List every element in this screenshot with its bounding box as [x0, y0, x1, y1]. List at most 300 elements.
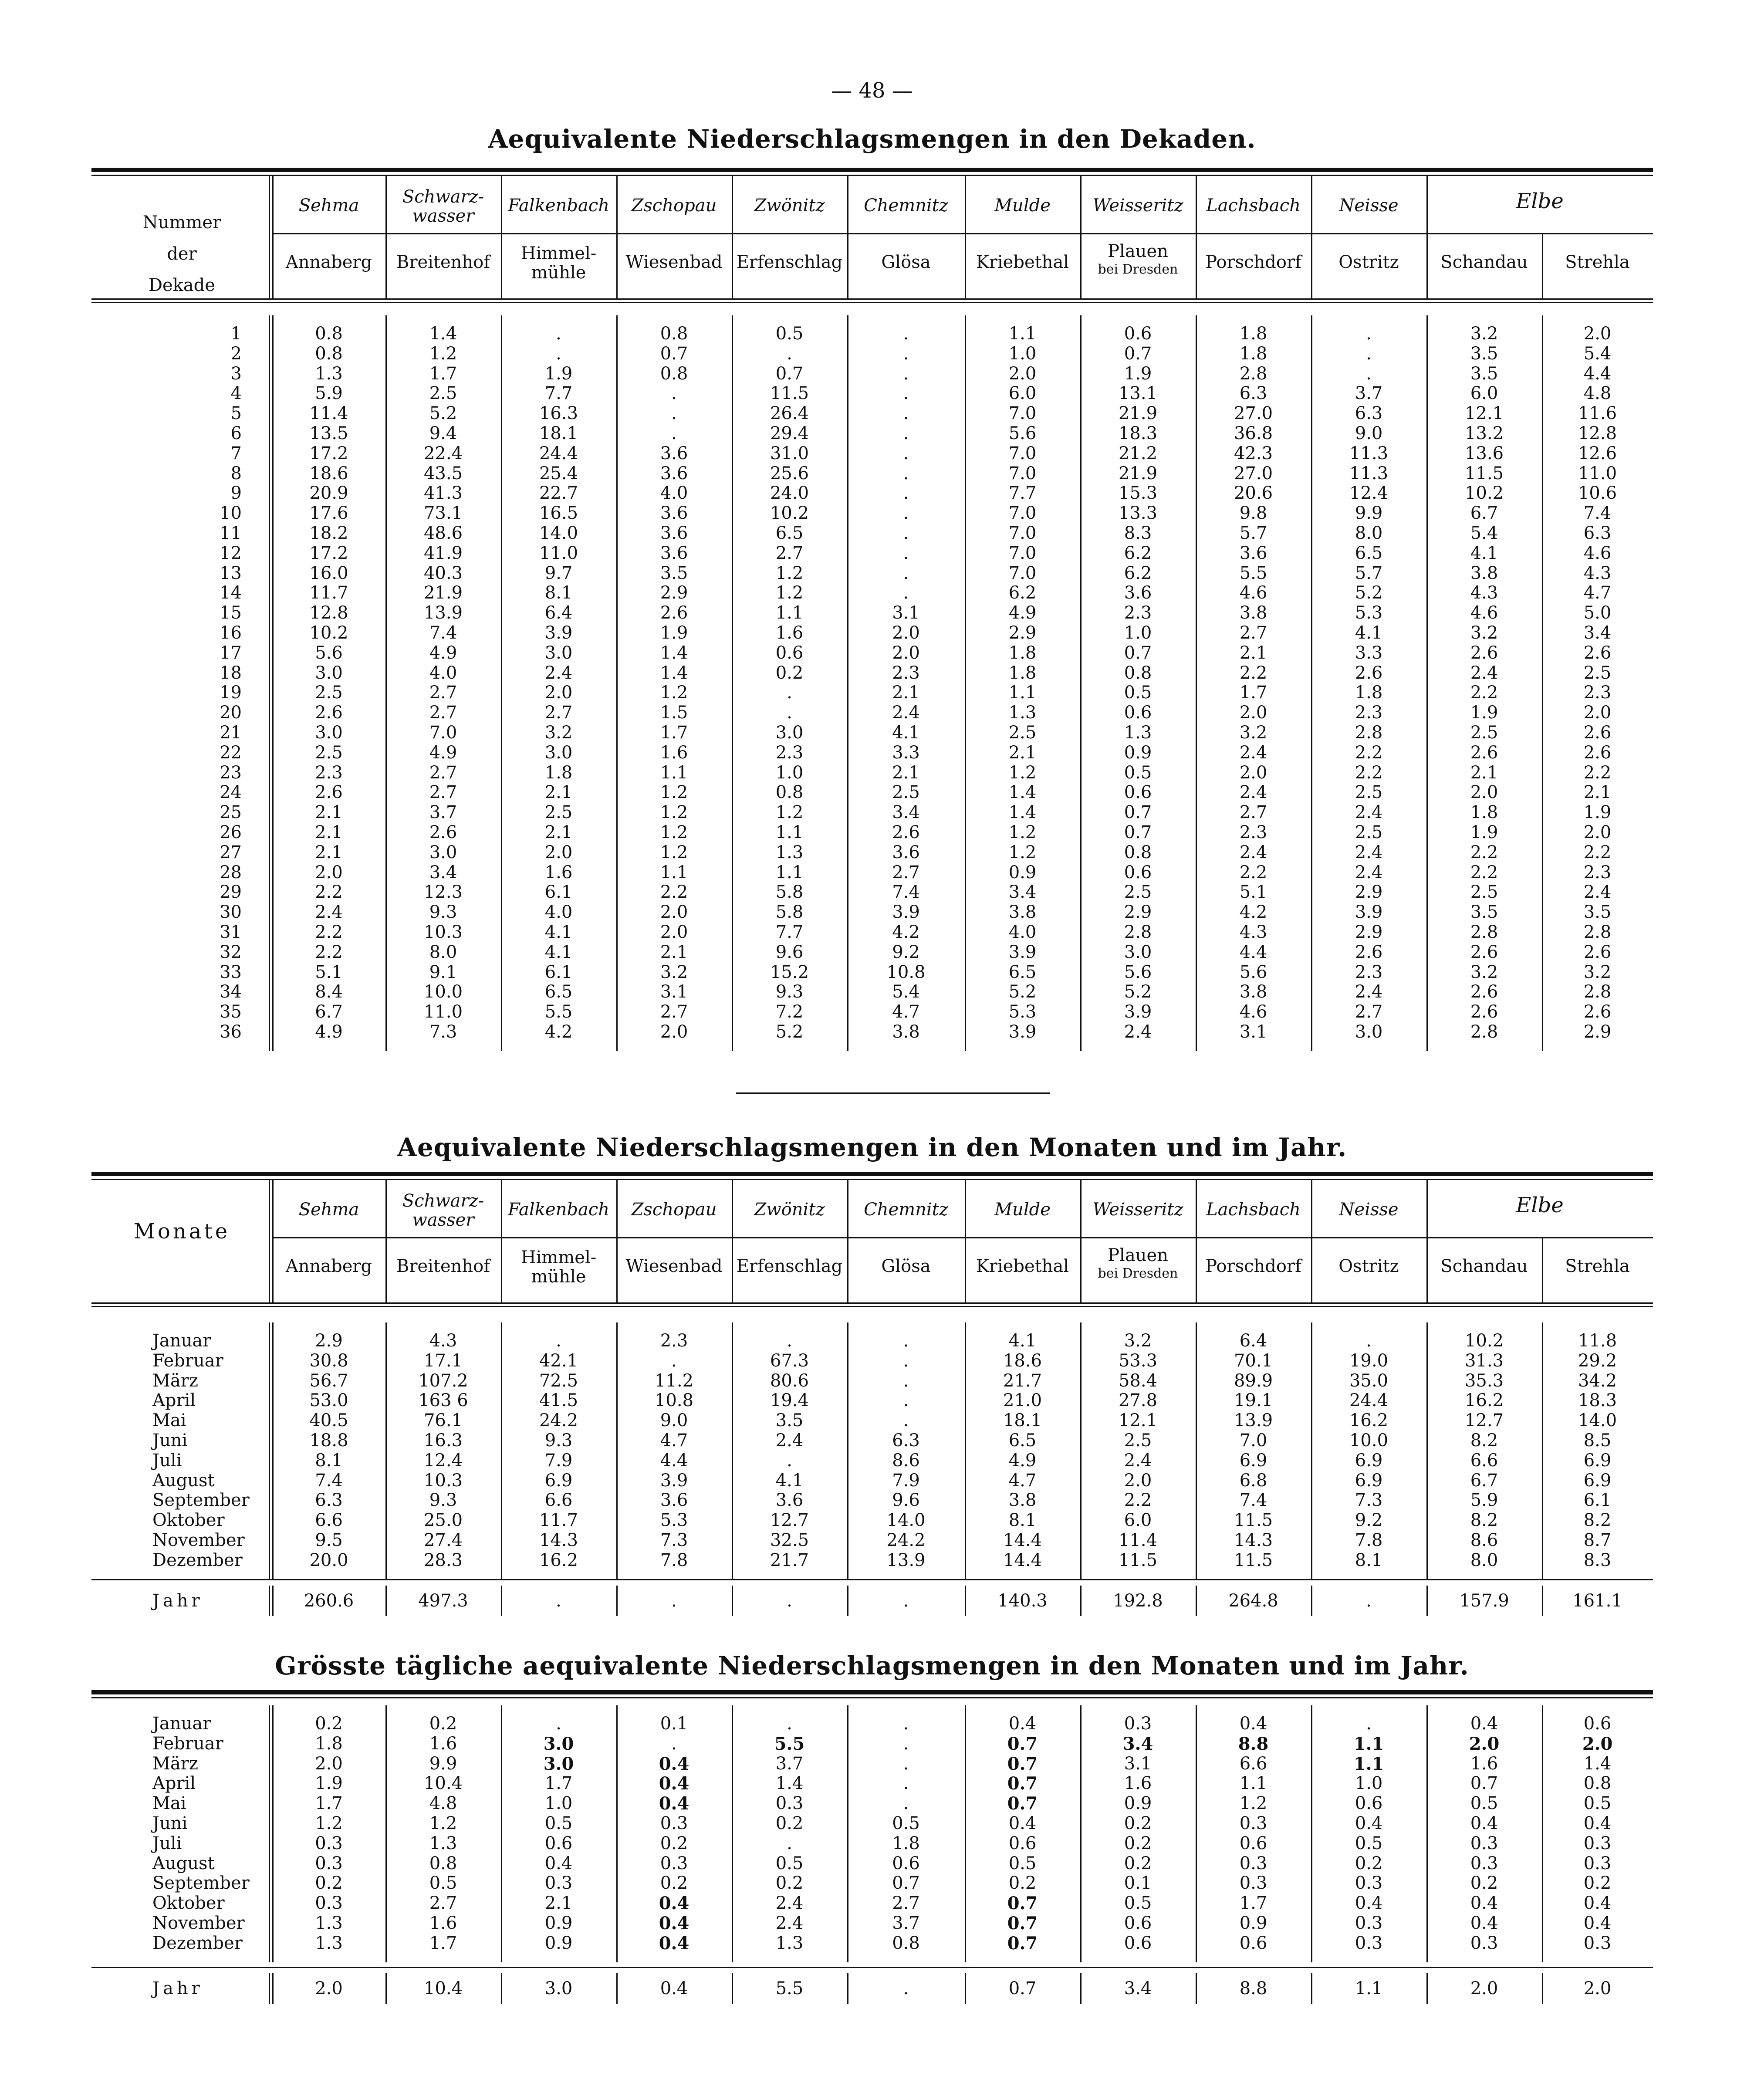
station-name-3: Himmel- mühle	[520, 243, 597, 283]
dekade-number: 20	[220, 703, 242, 723]
dekade-number: 17	[220, 643, 242, 663]
table-cell: 31.0	[770, 443, 809, 463]
table-cell: 0.6	[1124, 782, 1152, 803]
table-cell: 35.0	[1349, 1370, 1389, 1391]
table-cell: 31.3	[1464, 1350, 1504, 1371]
table-cell: 2.7	[1239, 802, 1267, 823]
table-cell: 3.0	[544, 643, 573, 663]
table-cell: 3.6	[660, 463, 688, 484]
table-cell: 0.3	[1239, 1853, 1267, 1873]
table-cell: 1.3	[775, 842, 804, 862]
table-cell: 27.0	[1234, 403, 1273, 424]
body-vline	[272, 315, 274, 1051]
table-cell: 1.5	[660, 703, 688, 723]
header-vline-double	[269, 1179, 270, 1302]
table-cell: 14.3	[1234, 1530, 1273, 1550]
table-cell: 3.6	[660, 503, 688, 524]
table-cell: 3.5	[1470, 363, 1498, 384]
body-vline	[1311, 1322, 1312, 1579]
year-cell: 2.0	[315, 1978, 343, 1999]
table-cell: 2.2	[1124, 1490, 1152, 1511]
table-cell: 10.6	[1578, 483, 1617, 504]
table-cell: 13.5	[309, 423, 348, 443]
table-cell: 2.1	[660, 942, 688, 962]
table-cell: 10.8	[654, 1390, 694, 1411]
table-cell: 4.6	[1583, 543, 1612, 563]
table-cell: 3.6	[1124, 583, 1152, 603]
table-cell: 1.4	[429, 324, 457, 344]
table-cell: 11.4	[309, 403, 348, 424]
table-cell: 0.3	[775, 1793, 804, 1814]
table-cell: 4.3	[1239, 922, 1267, 942]
year-cell: 192.8	[1113, 1591, 1163, 1611]
header-vline	[1080, 175, 1082, 298]
body-vline-double	[269, 315, 270, 1051]
table-cell: 9.2	[892, 942, 920, 962]
body-vline	[965, 1705, 966, 1962]
table-cell: 0.6	[1583, 1714, 1612, 1734]
body-vline	[732, 1322, 733, 1579]
year-vline	[1426, 1973, 1428, 2004]
table-cell: 17.2	[309, 443, 348, 463]
table-cell: 2.7	[429, 782, 457, 803]
table-cell: 0.5	[1355, 1833, 1383, 1853]
table-cell: 1.2	[429, 343, 457, 364]
body-vline	[1311, 1705, 1312, 1962]
table-cell: 35.3	[1464, 1370, 1504, 1391]
table-cell: 4.1	[544, 922, 573, 942]
table-cell: 0.6	[1239, 1833, 1267, 1853]
table-cell: 19.4	[770, 1390, 809, 1411]
table-cell: 4.9	[315, 1022, 343, 1042]
table-cell: 40.3	[423, 563, 463, 583]
month-name: Juli	[152, 1450, 182, 1471]
table-cell: 1.8	[892, 1833, 920, 1853]
table-cell: 5.2	[429, 403, 457, 424]
year-label: Jahr	[152, 1591, 203, 1611]
table-cell: 15.3	[1118, 483, 1158, 504]
table-cell: 43.5	[423, 463, 463, 484]
section-title-dekaden: Aequivalente Niederschlagsmengen in den Dekaden.	[488, 124, 1256, 154]
table-cell: 20.6	[1234, 483, 1273, 504]
table-cell: 2.2	[1470, 842, 1498, 862]
year-cell: 260.6	[304, 1591, 354, 1611]
table-cell: 3.2	[1470, 962, 1498, 982]
year-vline	[501, 1973, 502, 2004]
table-cell: 7.4	[1583, 503, 1612, 524]
table-cell: .	[671, 1350, 677, 1371]
table-cell: 25.4	[539, 463, 578, 484]
table-cell: 3.3	[1355, 643, 1383, 663]
table-cell: .	[1366, 1714, 1372, 1734]
table-cell: 2.0	[544, 842, 573, 862]
table-cell: 1.8	[1239, 343, 1267, 364]
station-name-5: Erfenschlag	[736, 252, 843, 272]
month-name: September	[152, 1490, 250, 1511]
table-cell: 10.0	[423, 982, 463, 1002]
table-cell: 3.5	[660, 563, 688, 583]
table-cell: 0.2	[1124, 1833, 1152, 1853]
river-name-elbe: Elbe	[1516, 1193, 1564, 1217]
year-vline-double	[269, 1973, 270, 2004]
table-cell: 4.7	[1583, 583, 1612, 603]
table-cell: 8.8	[1238, 1733, 1269, 1754]
table-cell: 11.4	[1118, 1530, 1158, 1550]
table-cell: 14.0	[539, 523, 578, 543]
table-cell: 12.4	[1349, 483, 1389, 504]
table-cell: 11.0	[539, 543, 578, 563]
dekade-number: 1	[230, 324, 242, 344]
table-cell: 2.1	[1239, 643, 1267, 663]
year-vline	[847, 1973, 848, 2004]
table-cell: 2.3	[892, 663, 920, 683]
table-cell: 14.3	[539, 1530, 578, 1550]
dekade-number: 18	[220, 663, 242, 683]
body-vline	[1542, 315, 1543, 1051]
table-cell: 7.4	[315, 1470, 343, 1491]
year-vline	[1311, 1973, 1312, 2004]
year-vline	[1426, 1586, 1428, 1616]
table-cell: 6.9	[1583, 1450, 1612, 1471]
table-cell: .	[903, 383, 909, 404]
table-cell: 2.9	[660, 583, 688, 603]
year-vline	[501, 1586, 502, 1616]
month-name: Juni	[152, 1813, 188, 1833]
table-cell: .	[787, 1450, 792, 1471]
table-cell: 0.3	[1583, 1833, 1612, 1853]
table-cell: 2.0	[892, 623, 920, 643]
table-cell: 0.8	[315, 343, 343, 364]
table-cell: .	[903, 1410, 909, 1431]
table-cell: 9.4	[429, 423, 457, 443]
table-cell: 20.9	[309, 483, 348, 504]
table-cell: 12.8	[1578, 423, 1617, 443]
body-vline	[965, 315, 966, 1051]
table-cell: 2.5	[1355, 822, 1383, 842]
table-cell: 2.0	[544, 683, 573, 703]
table-cell: 9.2	[1355, 1510, 1383, 1531]
table-cell: 7.7	[544, 383, 573, 404]
table-cell: 11.7	[539, 1510, 578, 1531]
river-name-8: Weisseritz	[1092, 1200, 1183, 1220]
table-cell: 2.2	[1470, 683, 1498, 703]
table-cell: 4.4	[1239, 942, 1267, 962]
table-cell: .	[903, 1773, 909, 1794]
table-cell: 2.4	[1355, 842, 1383, 862]
table-cell: 2.9	[315, 1331, 343, 1351]
dekade-number: 28	[220, 862, 242, 883]
table-cell: 0.3	[315, 1833, 343, 1853]
dekade-number: 4	[230, 383, 242, 404]
body-vline	[1080, 1705, 1082, 1962]
month-name: Dezember	[152, 1933, 243, 1953]
table-cell: 0.4	[1583, 1913, 1612, 1933]
table-cell: .	[671, 383, 677, 404]
table-cell: 0.5	[1583, 1793, 1612, 1814]
table-cell: .	[903, 363, 909, 384]
table-cell: 20.0	[309, 1550, 348, 1570]
table-cell: 0.2	[1008, 1873, 1037, 1894]
table-cell: 0.8	[660, 363, 688, 384]
table-cell: 2.5	[1008, 723, 1037, 743]
table-cell: 5.3	[660, 1510, 688, 1531]
table-cell: 3.6	[660, 523, 688, 543]
river-name-1: Sehma	[298, 1200, 359, 1220]
table-cell: 1.2	[1008, 762, 1037, 783]
table-cell: 4.1	[892, 723, 920, 743]
dekade-number: 13	[220, 563, 242, 583]
header-bottom-rule-2	[91, 302, 1653, 303]
table-cell: 2.2	[1583, 842, 1612, 862]
table-cell: 2.4	[892, 703, 920, 723]
table-cell: 4.9	[1008, 603, 1037, 623]
table-cell: 0.4	[544, 1853, 573, 1873]
table-cell: 1.4	[775, 1773, 804, 1794]
table-cell: 2.2	[315, 942, 343, 962]
table-cell: 7.7	[1008, 483, 1037, 504]
year-vline	[272, 1586, 274, 1616]
table-cell: 0.3	[315, 1853, 343, 1873]
table-cell: 3.8	[1008, 902, 1037, 923]
table-cell: 24.0	[770, 483, 809, 504]
table-cell: 7.0	[1008, 463, 1037, 484]
table-cell: 0.2	[1470, 1873, 1498, 1894]
table-cell: .	[556, 1331, 561, 1351]
dekade-number: 15	[220, 603, 242, 623]
year-vline	[272, 1973, 274, 2004]
table-cell: 0.7	[1124, 822, 1152, 842]
table-cell: 2.5	[1124, 882, 1152, 903]
table-cell: 0.2	[1124, 1853, 1152, 1873]
table-cell: 0.5	[1124, 1893, 1152, 1914]
table-cell: 3.5	[1583, 902, 1612, 923]
river-name-4: Zschopau	[631, 196, 717, 216]
year-cell: 161.1	[1572, 1591, 1622, 1611]
table-cell: 4.3	[1470, 583, 1498, 603]
table-cell: 12.1	[1118, 1410, 1158, 1431]
table-cell: 1.3	[429, 1833, 457, 1853]
table-cell: 2.7	[892, 1893, 920, 1914]
table-cell: 28.3	[423, 1550, 463, 1570]
table-cell: 14.0	[1578, 1410, 1617, 1431]
table-cell: 0.8	[775, 782, 804, 803]
table-cell: 13.3	[1118, 503, 1158, 524]
table-cell: 21.7	[1003, 1370, 1042, 1391]
table-cell: 1.0	[1355, 1773, 1383, 1794]
table-cell: 2.0	[892, 643, 920, 663]
table-cell: 0.1	[1124, 1873, 1152, 1894]
table-cell: 21.0	[1003, 1390, 1042, 1411]
table-cell: 0.3	[1470, 1853, 1498, 1873]
table-cell: 0.5	[544, 1813, 573, 1833]
header-vline	[501, 175, 502, 298]
year-cell: 140.3	[997, 1591, 1048, 1611]
table-cell: 7.0	[429, 723, 457, 743]
table-cell: 2.2	[1583, 762, 1612, 783]
table-cell: 11.3	[1349, 443, 1389, 463]
body-vline	[1196, 315, 1197, 1051]
table-cell: 9.0	[1355, 423, 1383, 443]
table-cell: 4.0	[429, 663, 457, 683]
table-cell: 2.4	[1355, 802, 1383, 823]
table-cell: 9.7	[544, 563, 573, 583]
month-name: September	[152, 1873, 250, 1894]
table-cell: 13.9	[423, 603, 463, 623]
dekade-number: 31	[220, 922, 242, 942]
dekade-number: 21	[220, 723, 242, 743]
table-cell: 5.2	[1124, 982, 1152, 1002]
table-cell: .	[556, 324, 561, 344]
table-cell: 4.7	[1008, 1470, 1037, 1491]
table-cell: 5.1	[315, 962, 343, 982]
table-cell: 2.8	[1355, 723, 1383, 743]
month-name: Oktober	[152, 1510, 225, 1531]
table-cell: .	[787, 1833, 792, 1853]
station-name-12: Strehla	[1565, 1256, 1630, 1276]
table-cell: 0.9	[544, 1913, 573, 1933]
table-cell: 6.3	[892, 1430, 920, 1451]
table-cell: 6.5	[1355, 543, 1383, 563]
table-cell: 16.2	[1464, 1390, 1504, 1411]
table-cell: 3.2	[1470, 324, 1498, 344]
table-cell: 16.5	[539, 503, 578, 524]
table-cell: 0.7	[1470, 1773, 1498, 1794]
table-cell: 7.3	[1355, 1490, 1383, 1511]
body-vline	[847, 1705, 848, 1962]
table-cell: 32.5	[770, 1530, 809, 1550]
table-cell: 2.3	[1124, 603, 1152, 623]
table-cell: 1.9	[1124, 363, 1152, 384]
station-sub-plauen: bei Dresden	[1098, 262, 1178, 277]
table-cell: 2.1	[892, 762, 920, 783]
table-cell: 3.8	[892, 1022, 920, 1042]
table-cell: 2.0	[1583, 703, 1612, 723]
table-cell: 0.7	[1007, 1933, 1038, 1954]
table-cell: 3.1	[1239, 1022, 1267, 1042]
table-cell: 2.2	[1355, 762, 1383, 783]
table-cell: 6.9	[544, 1470, 573, 1491]
table-cell: .	[903, 483, 909, 504]
table-cell: 5.9	[315, 383, 343, 404]
table-cell: 3.2	[1470, 623, 1498, 643]
table-cell: 53.0	[309, 1390, 348, 1411]
table-cell: 0.2	[1355, 1853, 1383, 1873]
table-cell: 11.5	[1234, 1510, 1273, 1531]
table-cell: 6.2	[1124, 563, 1152, 583]
table-cell: 2.0	[315, 1753, 343, 1774]
table-cell: 3.9	[1355, 902, 1383, 923]
table-cell: .	[903, 1350, 909, 1371]
header-mid-rule	[272, 233, 1653, 234]
table-cell: 24.2	[539, 1410, 578, 1431]
table-cell: 5.2	[1355, 583, 1383, 603]
year-cell: 2.0	[1583, 1978, 1612, 1999]
table-cell: 2.3	[315, 762, 343, 783]
table-cell: 6.2	[1008, 583, 1037, 603]
table-cell: 3.0	[543, 1753, 574, 1774]
table-cell: 4.4	[660, 1450, 688, 1471]
table-cell: 6.7	[1470, 503, 1498, 524]
year-cell: 1.1	[1355, 1978, 1383, 1999]
dekade-number: 5	[230, 403, 242, 424]
body-vline	[272, 1705, 274, 1962]
year-vline	[965, 1973, 966, 2004]
table-cell: 2.4	[1239, 742, 1267, 763]
table-cell: 1.9	[544, 363, 573, 384]
table-cell: 34.2	[1578, 1370, 1617, 1391]
body-vline	[1080, 315, 1082, 1051]
table-cell: 2.6	[1355, 942, 1383, 962]
table-cell: 6.5	[1008, 962, 1037, 982]
station-name-11: Schandau	[1440, 1256, 1528, 1276]
body-vline	[1542, 1705, 1543, 1962]
table-cell: 18.1	[1003, 1410, 1042, 1431]
table-cell: 9.5	[315, 1530, 343, 1550]
table-cell: 2.9	[1124, 902, 1152, 923]
table-cell: 19.0	[1349, 1350, 1389, 1371]
header-bottom-rule-2	[91, 1306, 1653, 1307]
river-name-7: Mulde	[994, 196, 1051, 216]
table-cell: 0.2	[1124, 1813, 1152, 1833]
dekade-number: 12	[220, 543, 242, 563]
table-cell: 2.0	[1124, 1470, 1152, 1491]
table-cell: 29.4	[770, 423, 809, 443]
table-cell: 10.8	[886, 962, 926, 982]
table-cell: 2.0	[1583, 324, 1612, 344]
table-cell: 7.4	[429, 623, 457, 643]
table-cell: 0.8	[315, 324, 343, 344]
table-cell: 2.0	[1239, 703, 1267, 723]
table-cell: 3.1	[892, 603, 920, 623]
table-cell: 18.8	[309, 1430, 348, 1451]
header-nummer-der-dekade: Nummer der Dekade	[142, 213, 221, 295]
table-cell: 21.2	[1118, 443, 1158, 463]
table-cell: 0.3	[1355, 1913, 1383, 1933]
table-cell: 0.3	[1470, 1933, 1498, 1953]
table-cell: 0.8	[1124, 842, 1152, 862]
table-cell: 7.2	[775, 1002, 804, 1022]
month-name: April	[152, 1390, 196, 1411]
table-cell: 25.6	[770, 463, 809, 484]
table-cell: 1.7	[660, 723, 688, 743]
station-name-plauen: Plauen	[1108, 1245, 1168, 1265]
table-cell: 2.4	[544, 663, 573, 683]
table-cell: .	[787, 1714, 792, 1734]
table-cell: 5.6	[315, 643, 343, 663]
year-label: Jahr	[152, 1978, 203, 1999]
table-cell: 6.2	[1124, 543, 1152, 563]
table-cell: 2.7	[429, 1893, 457, 1914]
station-name-5: Erfenschlag	[736, 1256, 843, 1276]
dekade-number: 3	[230, 363, 242, 384]
table-cell: 3.8	[1239, 982, 1267, 1002]
table-cell: 0.3	[1583, 1933, 1612, 1953]
table-cell: 1.6	[660, 742, 688, 763]
table-cell: 1.2	[1008, 822, 1037, 842]
table-cell: 3.0	[1355, 1022, 1383, 1042]
table-cell: 9.0	[660, 1410, 688, 1431]
table-cell: 4.2	[1239, 902, 1267, 923]
river-name-5: Zwönitz	[754, 196, 825, 216]
header-bottom-rule	[91, 298, 1653, 300]
table-cell: 5.7	[1239, 523, 1267, 543]
table-top-rule	[91, 1172, 1653, 1176]
table-cell: 2.4	[315, 902, 343, 923]
table-cell: 9.6	[775, 942, 804, 962]
table-cell: 2.0	[1582, 1733, 1613, 1754]
table-cell: 5.4	[892, 982, 920, 1002]
table-cell: 6.6	[1470, 1450, 1498, 1471]
